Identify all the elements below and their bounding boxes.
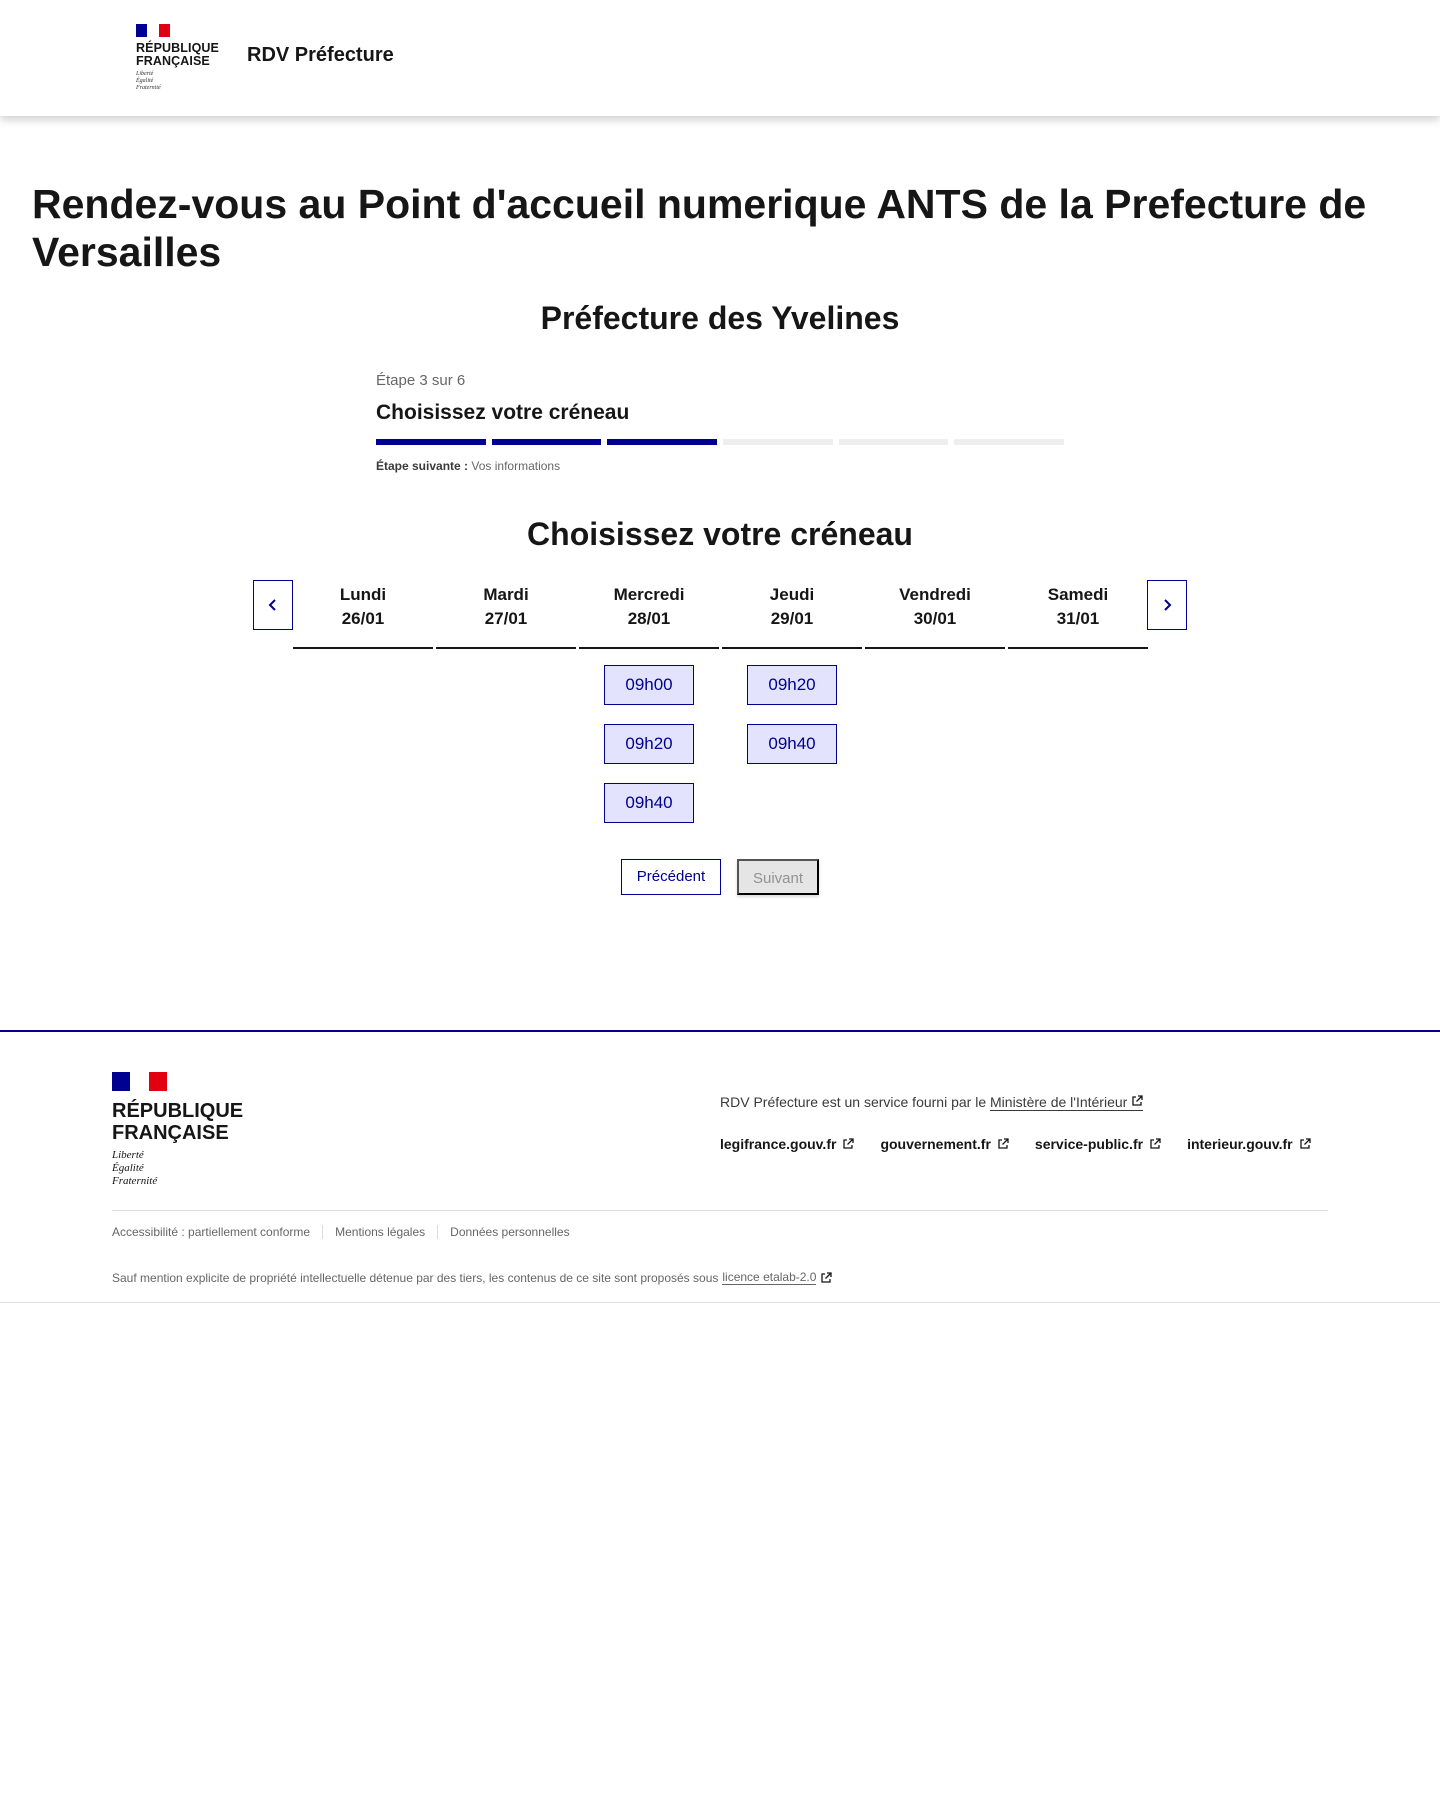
day-column — [1008, 580, 1148, 649]
marianne-flag-icon — [112, 1072, 167, 1091]
external-link-icon — [1149, 1138, 1161, 1150]
external-link-icon — [997, 1138, 1009, 1150]
step-bar — [954, 439, 1064, 445]
day-name: Samedi — [1047, 585, 1109, 604]
day-column — [579, 580, 719, 823]
day-date: 28/01 — [627, 609, 671, 628]
day-name: Vendredi — [899, 585, 971, 604]
ministere-interieur-link[interactable]: Ministère de l'Intérieur — [990, 1094, 1143, 1111]
footer-licence: Sauf mention explicite de propriété intellectuelle détenue par des tiers, les contenus de ce site sont proposés sous licence etalab-2.0 — [112, 1270, 832, 1285]
day-date: 27/01 — [484, 609, 528, 628]
footer-bottom-link[interactable]: Données personnelles — [437, 1225, 581, 1239]
external-link-icon — [820, 1272, 832, 1284]
previous-week-button[interactable] — [253, 580, 293, 630]
day-column — [865, 580, 1005, 649]
time-slot-button[interactable]: 09h20 — [747, 665, 837, 705]
slots-title: Choisissez votre créneau — [527, 516, 913, 552]
footer-bottom-link[interactable]: Mentions légales — [322, 1225, 437, 1239]
footer-logo-text: RÉPUBLIQUE FRANÇAISE — [112, 1100, 244, 1144]
day-name: Lundi — [339, 585, 387, 604]
next-button-disabled[interactable]: Suivant — [737, 859, 819, 895]
day-header — [865, 580, 1005, 649]
footer-divider — [112, 1210, 1328, 1211]
day-header — [722, 580, 862, 649]
time-slot-button[interactable]: 09h00 — [604, 665, 694, 705]
step-bar — [376, 439, 486, 445]
footer-description: RDV Préfecture est un service fourni par le Ministère de l'Intérieur — [720, 1094, 1143, 1110]
footer-bottom-links — [112, 1225, 582, 1239]
step-progress — [376, 439, 1064, 445]
step-next-value: Vos informations — [471, 459, 561, 473]
footer-republique-francaise-logo[interactable] — [112, 1072, 262, 1188]
step-count: Étape 3 sur 6 — [376, 372, 466, 389]
time-slot-button[interactable]: 09h40 — [604, 783, 694, 823]
day-column — [436, 580, 576, 649]
footer-link[interactable]: legifrance.gouv.fr — [720, 1136, 854, 1152]
day-name: Jeudi — [769, 585, 815, 604]
footer-bottom-link[interactable]: Accessibilité : partiellement conforme — [112, 1225, 311, 1239]
chevron-right-icon — [1160, 598, 1174, 612]
logo-motto: Liberté Égalité Fraternité — [136, 71, 161, 91]
marianne-flag-icon — [136, 24, 170, 37]
day-date: 26/01 — [341, 609, 385, 628]
step-next-label: Étape suivante : — [376, 459, 469, 473]
page-title: Rendez-vous au Point d'accueil numerique ANTS de la Prefecture de Versailles — [32, 181, 1367, 275]
day-column — [722, 580, 862, 764]
step-bar — [839, 439, 949, 445]
day-column — [293, 580, 433, 649]
day-date: 29/01 — [770, 609, 814, 628]
step-bar — [607, 439, 717, 445]
day-header — [293, 580, 433, 649]
external-link-icon — [1131, 1095, 1143, 1107]
time-slot-button[interactable]: 09h20 — [604, 724, 694, 764]
time-slot-button[interactable]: 09h40 — [747, 724, 837, 764]
day-date: 31/01 — [1056, 609, 1100, 628]
chevron-left-icon — [266, 598, 280, 612]
service-name[interactable]: RDV Préfecture — [247, 44, 394, 66]
logo-text: RÉPUBLIQUE FRANÇAISE — [136, 41, 219, 68]
stepper — [376, 372, 1064, 473]
day-date: 30/01 — [913, 609, 957, 628]
licence-link[interactable]: licence etalab-2.0 — [722, 1270, 817, 1284]
organization-title: Préfecture des Yvelines — [540, 300, 900, 336]
day-name: Mardi — [483, 585, 529, 604]
external-link-icon — [842, 1138, 854, 1150]
footer-link[interactable]: gouvernement.fr — [880, 1136, 1008, 1152]
site-footer — [0, 1030, 1440, 1303]
external-link-icon — [1299, 1138, 1311, 1150]
site-header — [0, 0, 1440, 116]
footer-links — [720, 1136, 1311, 1152]
step-bar — [723, 439, 833, 445]
footer-logo-motto: Liberté Égalité Fraternité — [112, 1149, 158, 1187]
previous-button[interactable]: Précédent — [621, 859, 721, 895]
day-name: Mercredi — [613, 585, 685, 604]
day-header — [1008, 580, 1148, 649]
step-next — [376, 459, 1064, 473]
footer-link[interactable]: service-public.fr — [1035, 1136, 1161, 1152]
step-title: Choisissez votre créneau — [376, 401, 630, 424]
republique-francaise-logo[interactable] — [136, 24, 218, 92]
day-header — [579, 580, 719, 649]
day-header — [436, 580, 576, 649]
step-bar — [492, 439, 602, 445]
next-week-button[interactable] — [1147, 580, 1187, 630]
footer-link[interactable]: interieur.gouv.fr — [1187, 1136, 1311, 1152]
